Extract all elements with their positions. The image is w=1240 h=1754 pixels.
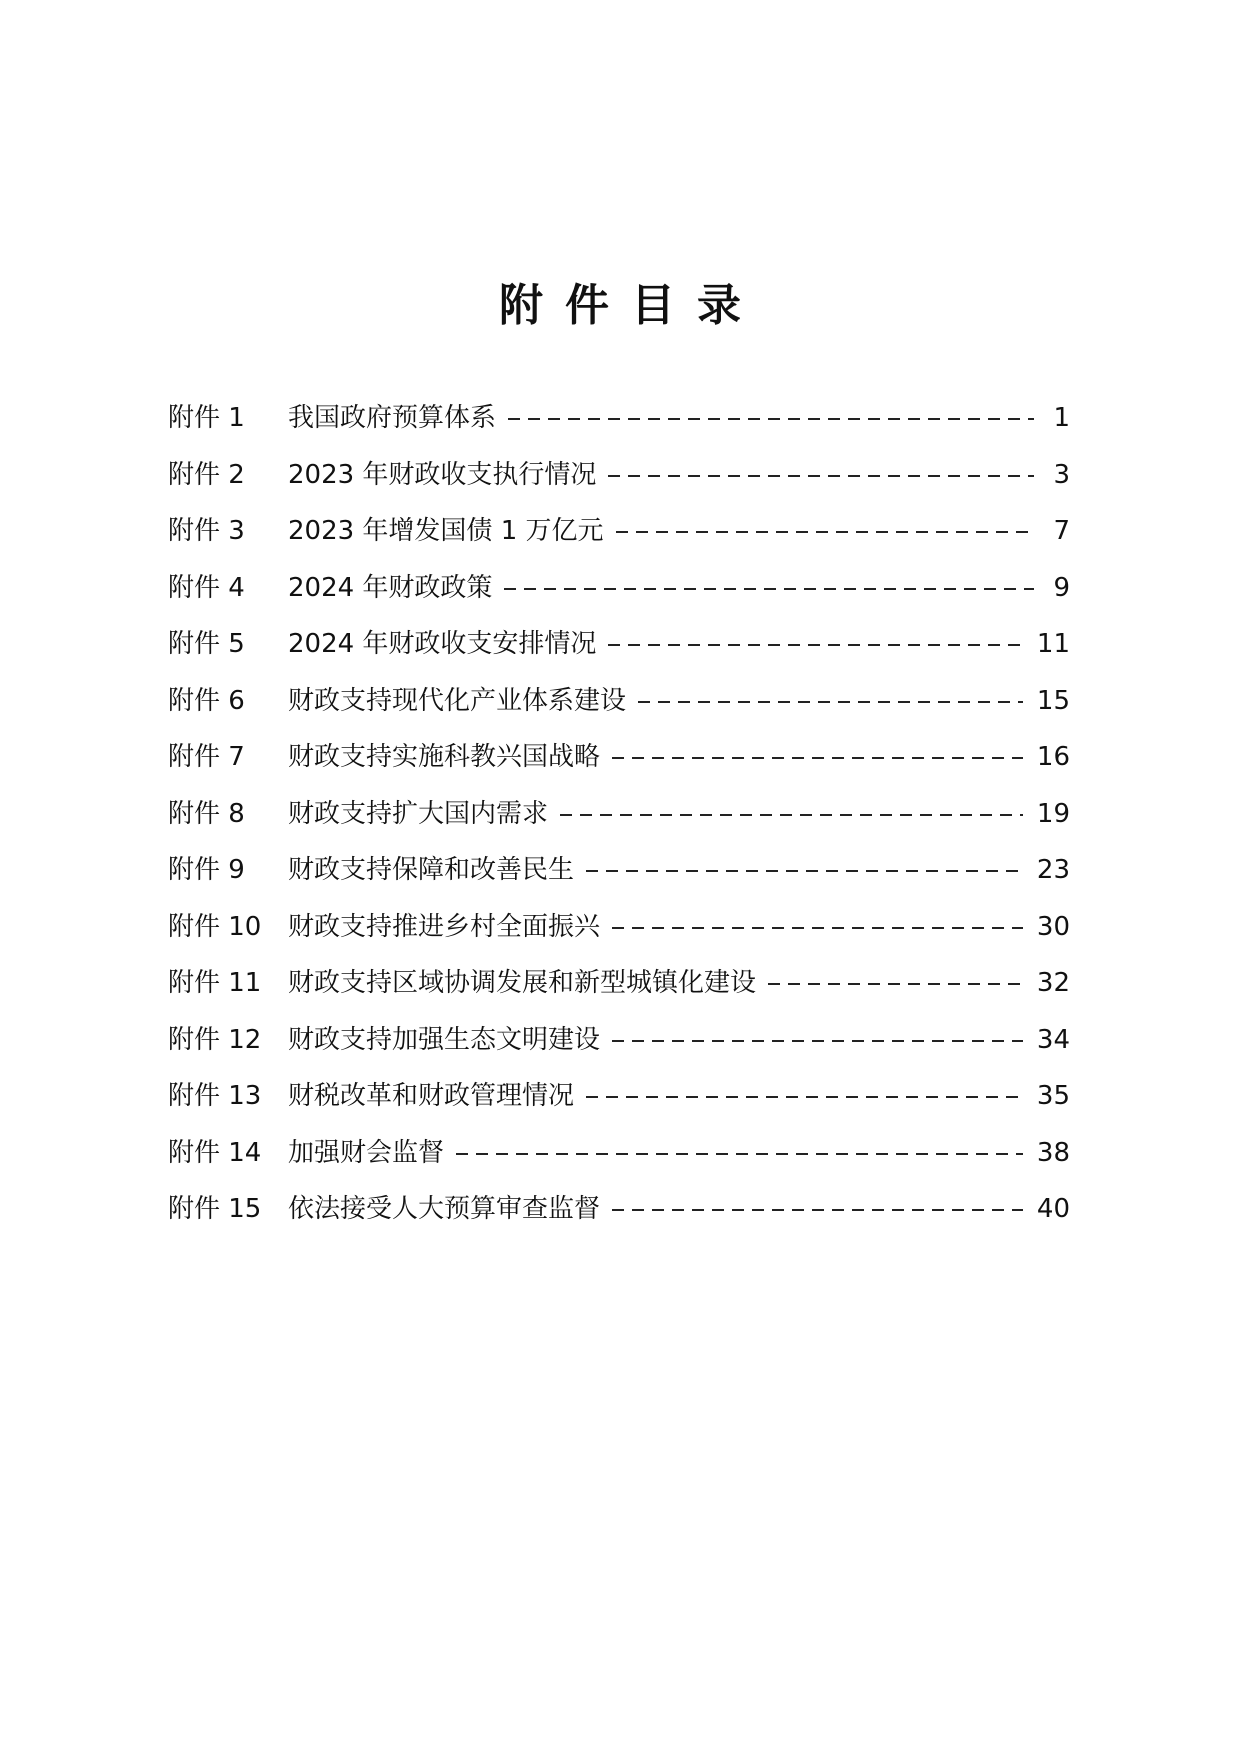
toc-entry-title: 财政支持保障和改善民生 [288, 855, 575, 886]
toc-entry-title: 财政支持区域协调发展和新型城镇化建设 [288, 968, 757, 999]
toc-entry-label: 附件 8 [168, 798, 245, 829]
toc-entry-page-number: 32 [1036, 968, 1070, 999]
toc-entry-label: 附件 4 [168, 572, 245, 603]
toc-entry-page-number: 34 [1036, 1024, 1070, 1055]
toc-entry-label: 附件 2 [168, 459, 245, 490]
toc-entry-label: 附件 9 [168, 855, 245, 886]
toc-dash-leader [608, 644, 1022, 646]
toc-dash-leader [586, 1096, 1023, 1098]
toc-dash-leader [616, 531, 1034, 533]
page-title: 附件目录 [499, 280, 763, 331]
toc-entry-label: 附件 13 [168, 1081, 262, 1112]
toc-entry-label: 附件 11 [168, 968, 262, 999]
toc-entry-page-number: 3 [1053, 459, 1070, 490]
toc-entry-title: 财政支持实施科教兴国战略 [288, 742, 601, 773]
toc-entry-page-number: 7 [1053, 516, 1070, 547]
toc-entry-title: 财政支持加强生态文明建设 [288, 1024, 601, 1055]
toc-dash-leader [612, 927, 1023, 929]
toc-entry-label: 附件 15 [168, 1194, 262, 1225]
toc-entry-title: 2024 年财政政策 [288, 572, 493, 603]
toc-dash-leader [560, 814, 1023, 816]
toc-dash-leader [504, 588, 1034, 590]
toc-dash-leader [508, 418, 1034, 420]
toc-entry-title: 财政支持现代化产业体系建设 [288, 685, 627, 716]
toc-entry[interactable] [168, 899, 1070, 956]
toc-entry-page-number: 9 [1053, 572, 1070, 603]
toc-entry[interactable] [168, 503, 1070, 560]
toc-entry-label: 附件 7 [168, 742, 245, 773]
toc-entry[interactable] [168, 673, 1070, 730]
toc-entry-label: 附件 10 [168, 911, 262, 942]
toc-entry[interactable] [168, 560, 1070, 617]
toc-entry-page-number: 30 [1036, 911, 1070, 942]
toc-entry-page-number: 16 [1036, 742, 1070, 773]
toc-entry-title: 加强财会监督 [288, 1137, 445, 1168]
toc-entry-label: 附件 6 [168, 685, 245, 716]
toc-entry[interactable] [168, 447, 1070, 504]
toc-entry-title: 财政支持扩大国内需求 [288, 798, 549, 829]
toc-entry[interactable] [168, 616, 1070, 673]
toc-entry[interactable] [168, 729, 1070, 786]
toc-dash-leader [456, 1153, 1023, 1155]
toc-entry[interactable] [168, 842, 1070, 899]
toc-entry-page-number: 1 [1053, 403, 1070, 434]
toc-entry-label: 附件 14 [168, 1137, 262, 1168]
toc-entry-title: 2023 年财政收支执行情况 [288, 459, 597, 490]
toc-entry-page-number: 15 [1036, 685, 1070, 716]
toc-entry-title: 财政支持推进乡村全面振兴 [288, 911, 601, 942]
toc-entry-title: 我国政府预算体系 [288, 403, 497, 434]
toc-entry-page-number: 19 [1036, 798, 1070, 829]
toc-dash-leader [612, 1209, 1023, 1211]
toc-entry-page-number: 38 [1036, 1137, 1070, 1168]
toc-entry-title: 2024 年财政收支安排情况 [288, 629, 597, 660]
toc-entry-title: 2023 年增发国债 1 万亿元 [288, 516, 604, 547]
toc-entry[interactable] [168, 955, 1070, 1012]
toc-entry-page-number: 23 [1036, 855, 1070, 886]
toc-dash-leader [768, 983, 1023, 985]
toc-dash-leader [638, 701, 1023, 703]
toc-entry-label: 附件 12 [168, 1024, 262, 1055]
toc-dash-leader [612, 1040, 1023, 1042]
toc-entry-label: 附件 5 [168, 629, 245, 660]
toc-entry-page-number: 40 [1036, 1194, 1070, 1225]
toc-entry[interactable] [168, 786, 1070, 843]
toc-entry-label: 附件 3 [168, 516, 245, 547]
toc-entry[interactable] [168, 390, 1070, 447]
toc-dash-leader [586, 870, 1023, 872]
toc-entry[interactable] [168, 1181, 1070, 1238]
toc-entry[interactable] [168, 1012, 1070, 1069]
toc-entry-title: 财税改革和财政管理情况 [288, 1081, 575, 1112]
toc-entry[interactable] [168, 1125, 1070, 1182]
toc-dash-leader [608, 475, 1034, 477]
toc-entry[interactable] [168, 1068, 1070, 1125]
toc-entry-label: 附件 1 [168, 403, 245, 434]
toc-entry-page-number: 11 [1036, 629, 1070, 660]
toc-entry-page-number: 35 [1036, 1081, 1070, 1112]
table-of-contents [168, 390, 1070, 1238]
toc-dash-leader [612, 757, 1023, 759]
toc-entry-title: 依法接受人大预算审查监督 [288, 1194, 601, 1225]
